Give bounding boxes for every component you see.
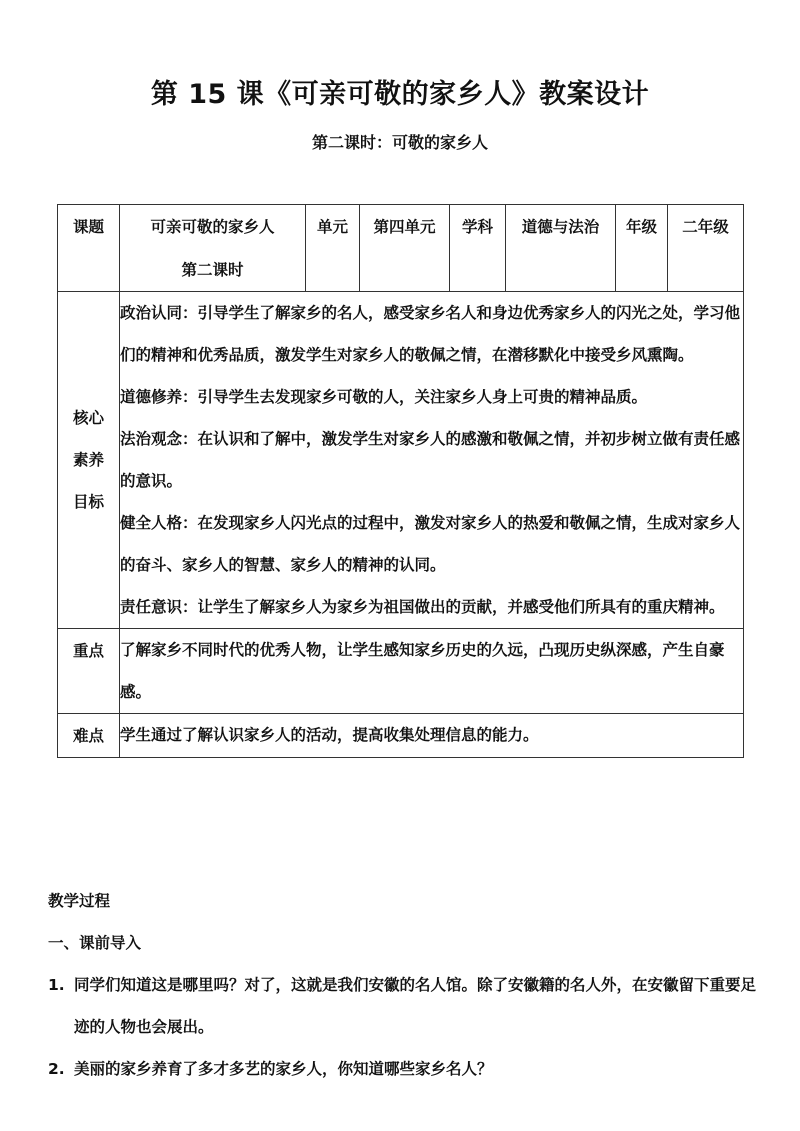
- label-grade: 年级: [625, 218, 657, 236]
- process-heading: 教学过程: [48, 892, 111, 910]
- document-subtitle: 第二课时：可敬的家乡人: [311, 133, 488, 152]
- difficulty-text: 学生通过了解认识家乡人的活动，提高收集处理信息的能力。: [120, 726, 539, 744]
- lesson-plan-table: [57, 204, 744, 758]
- core-label-line-3: 目标: [72, 493, 104, 511]
- item-text: 同学们知道这是哪里吗？对了，这就是我们安徽的名人馆。除了安徽籍的名人外，在安徽留下重要足迹的人物也会展出。: [74, 976, 757, 1036]
- key-label-cell: [58, 629, 120, 714]
- label-grade-cell: [616, 205, 668, 292]
- item-number: 1.: [48, 976, 65, 994]
- subject-cell: [506, 205, 616, 292]
- label-course-cell: [58, 205, 120, 292]
- core-label-line-1: 核心: [72, 409, 104, 427]
- teaching-process: [48, 880, 768, 1090]
- label-subject: 学科: [461, 218, 493, 236]
- key-label: 重点: [72, 642, 104, 660]
- goal-moral: 道德修养：引导学生去发现家乡可敬的人，关注家乡人身上可贵的精神品质。: [120, 388, 648, 406]
- unit-cell: [360, 205, 450, 292]
- unit-value: 第四单元: [373, 218, 436, 236]
- item-number: 2.: [48, 1060, 65, 1078]
- section-intro-heading: 一、课前导入: [48, 934, 142, 952]
- document-title: 第 15 课《可亲可敬的家乡人》教案设计: [150, 79, 650, 110]
- core-literacy-row: [58, 292, 744, 629]
- goal-responsibility: 责任意识：让学生了解家乡人为家乡为祖国做出的贡献，并感受他们所具有的重庆精神。: [120, 598, 725, 616]
- course-cell: [120, 205, 306, 292]
- goal-personality: 健全人格：在发现家乡人闪光点的过程中，激发对家乡人的热爱和敬佩之情，生成对家乡人的奋斗、家乡人的智慧、家乡人的精神的认同。: [120, 514, 741, 574]
- key-text: 了解家乡不同时代的优秀人物，让学生感知家乡历史的久远，凸现历史纵深感，产生自豪感。: [120, 641, 725, 701]
- difficulty-label-cell: [58, 714, 120, 758]
- label-unit-cell: [306, 205, 360, 292]
- difficulty-row: [58, 714, 744, 758]
- grade-cell: [668, 205, 744, 292]
- label-subject-cell: [450, 205, 506, 292]
- core-label-line-2: 素养: [72, 451, 104, 469]
- difficulty-label: 难点: [72, 727, 104, 745]
- core-label-cell: [58, 292, 120, 629]
- course-period: 第二课时: [181, 261, 244, 279]
- subject-value: 道德与法治: [521, 218, 600, 236]
- key-text-cell: [120, 629, 744, 714]
- difficulty-text-cell: [120, 714, 744, 758]
- item-text: 美丽的家乡养育了多才多艺的家乡人，你知道哪些家乡名人？: [74, 1060, 493, 1078]
- list-item: [48, 1048, 768, 1090]
- list-item: [48, 964, 768, 1048]
- label-course: 课题: [72, 218, 104, 236]
- table-header-row: [58, 205, 744, 292]
- key-point-row: [58, 629, 744, 714]
- goal-law: 法治观念：在认识和了解中，激发学生对家乡人的感激和敬佩之情，并初步树立做有责任感的意识。: [120, 430, 741, 490]
- course-name: 可亲可敬的家乡人: [150, 218, 275, 236]
- grade-value: 二年级: [682, 218, 729, 236]
- core-goals-cell: [120, 292, 744, 629]
- label-unit: 单元: [316, 218, 348, 236]
- goal-political: 政治认同：引导学生了解家乡的名人，感受家乡名人和身边优秀家乡人的闪光之处，学习他们的精神和优秀品质，激发学生对家乡人的敬佩之情，在潜移默化中接受乡风熏陶。: [120, 304, 741, 364]
